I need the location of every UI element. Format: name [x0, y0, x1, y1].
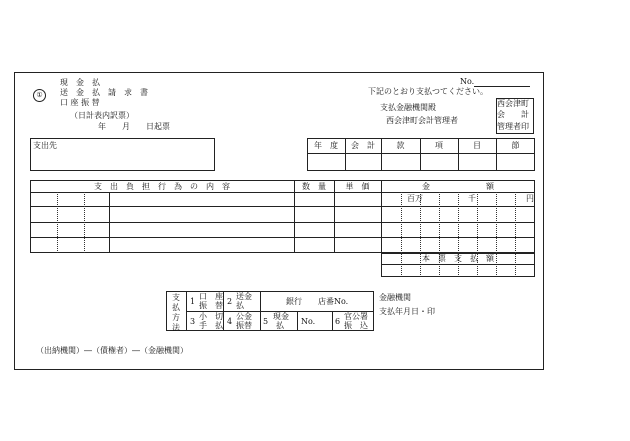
detail-header-description: 支 出 負 担 行 為 の 内 容 — [94, 182, 230, 191]
budget-header-kan: 款 — [396, 141, 405, 150]
option-6-line2: 振 込 — [344, 321, 368, 330]
title-line-cash: 現 金 払 — [60, 78, 100, 87]
budget-header-divider — [307, 153, 535, 154]
payment-method-col-divider — [186, 291, 187, 331]
option-1-line2: 振 替 — [199, 301, 223, 310]
routing-flow-note: （出納機関）―（債権者）―（金融機関） — [36, 346, 188, 355]
detail-col-divider — [109, 192, 110, 253]
option-5-line2: 払 — [276, 321, 284, 330]
detail-row-divider — [30, 237, 535, 238]
payee-box[interactable] — [30, 138, 215, 171]
detail-header-quantity: 数 量 — [302, 182, 326, 191]
document-no-label: No. — [460, 77, 475, 86]
option-1-number: 1 — [190, 297, 196, 306]
financial-institution-label: 金融機関 — [379, 293, 411, 302]
budget-header-setsu: 節 — [511, 141, 520, 150]
payee-label: 支出先 — [33, 141, 57, 150]
detail-subcol-dotted — [57, 192, 58, 253]
title-line-remittance: 送 金 払 請 求 書 — [60, 88, 148, 97]
accountant-name: 西会津町会計管理者 — [386, 116, 458, 125]
option-2-line2: 払 — [236, 301, 244, 310]
seal-line-accounting: 会 計 — [497, 110, 529, 119]
option-4-number: 4 — [227, 317, 233, 326]
option-6-number: 6 — [335, 317, 341, 326]
payment-method-col-divider — [223, 291, 224, 331]
detail-subcol-dotted — [84, 192, 85, 253]
account-number-label: No. — [301, 317, 316, 326]
option-3-number: 3 — [190, 317, 196, 326]
option-3-line2: 手 払 — [199, 321, 223, 330]
option-5-number: 5 — [263, 317, 269, 326]
daily-table-note: （日計表内訳票） — [70, 111, 134, 120]
total-amount-label: 本 票 支 払 額 — [422, 254, 494, 263]
option-2-number: 2 — [227, 297, 233, 306]
budget-header-account: 会 計 — [351, 141, 375, 150]
payment-method-label: 支払方法 — [172, 293, 180, 332]
option-4-line2: 振替 — [236, 321, 252, 330]
detail-header-unit-price: 単 価 — [345, 182, 370, 191]
unit-sen: 千 — [468, 194, 476, 203]
form-number-mark: ① — [33, 89, 46, 102]
detail-row-divider — [30, 206, 535, 207]
option-4-line1: 公金 — [236, 312, 252, 321]
payment-method-col-divider — [260, 291, 261, 331]
budget-header-moku: 目 — [473, 141, 481, 150]
payment-method-col-divider — [332, 311, 333, 331]
seal-line-town: 西会津町 — [497, 99, 529, 108]
detail-row-divider — [30, 222, 535, 223]
payment-method-col-divider — [297, 311, 298, 331]
unit-en: 円 — [526, 194, 534, 203]
option-3-line1: 小 切 — [199, 312, 223, 321]
drafting-date-line: 年 月 日起票 — [98, 122, 170, 131]
payment-request-text: 下記のとおり支払つてください。 — [368, 87, 488, 96]
unit-hyakuman: 百万 — [407, 194, 423, 203]
title-line-transfer: 口 座 振 替 — [60, 98, 100, 107]
seal-line-manager: 管理者印 — [497, 122, 529, 131]
option-6-line1: 官公署 — [344, 312, 368, 321]
option-2-line1: 送金 — [236, 292, 252, 301]
total-row-divider — [381, 264, 535, 265]
detail-header-divider — [30, 192, 535, 193]
payment-date-seal-label: 支払年月日・印 — [379, 307, 435, 316]
option-1-line1: 口 座 — [199, 292, 223, 301]
budget-header-kou: 項 — [435, 141, 443, 150]
budget-header-fiscal-year: 年 度 — [314, 141, 338, 150]
bank-addressee: 支払金融機関殿 — [380, 103, 436, 112]
detail-header-amount: 金 額 — [422, 182, 494, 191]
bank-branch-no: 銀行 店番No. — [286, 297, 349, 306]
option-5-line1: 現金 — [273, 312, 289, 321]
